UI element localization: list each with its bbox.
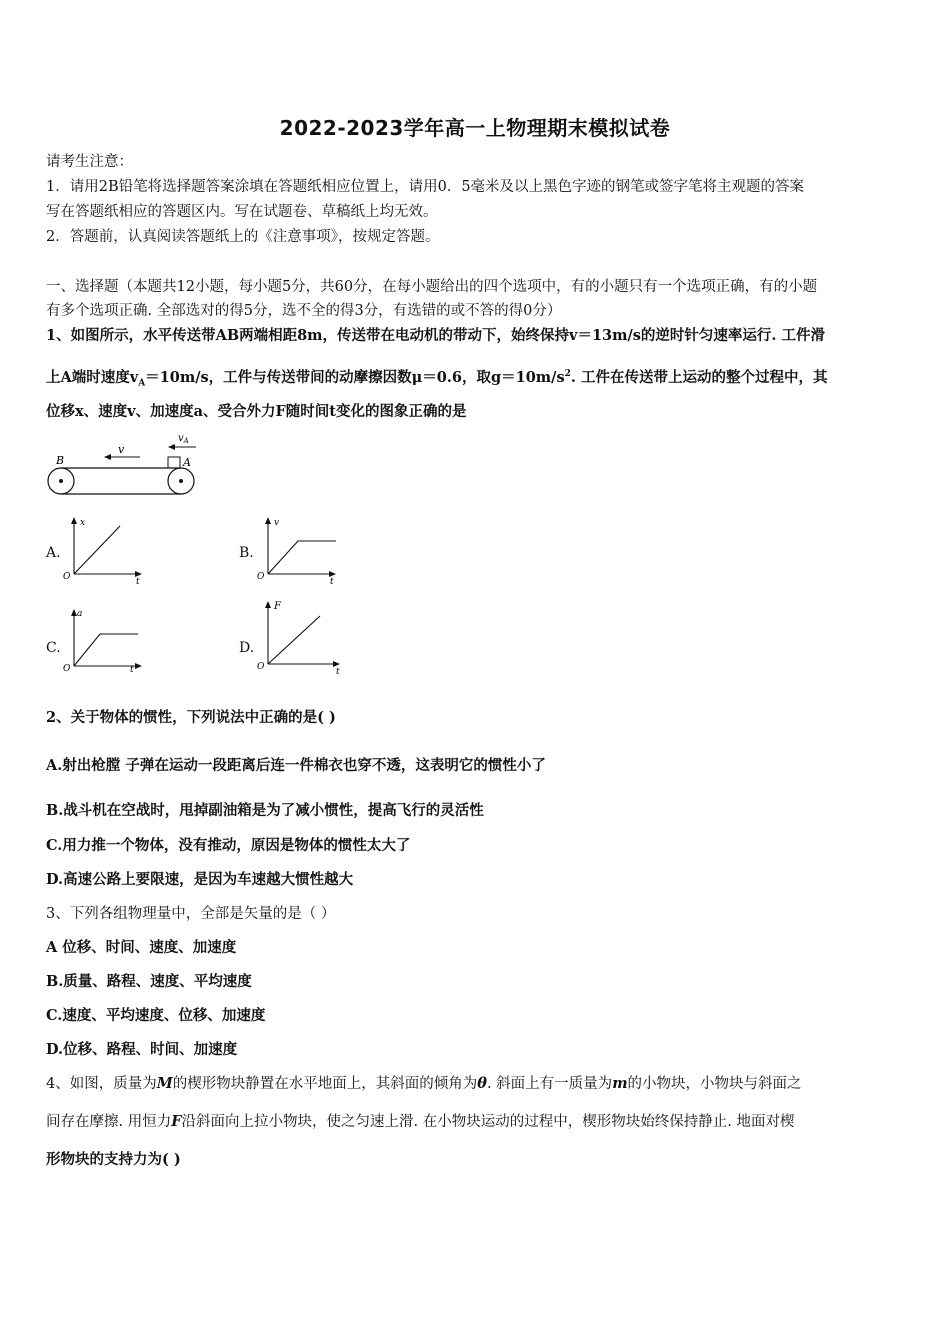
q1-line-2 (46, 364, 906, 394)
q1-option-d-label[interactable]: D. (239, 640, 255, 656)
q4-line-2-part-a: 间存在摩擦. 用恒力 (46, 1114, 172, 1130)
q2-stem: 2、关于物体的惯性，下列说法中正确的是( ) (46, 709, 336, 726)
section-heading-line-2: 有多个选项正确. 全部选对的得5分，选不全的得3分，有选错的或不答的得0分） (46, 303, 562, 319)
origin-label: O (63, 572, 71, 582)
q4-line-1-part-a: 4、如图，质量为 (46, 1076, 157, 1092)
q2-option-b[interactable]: B.战斗机在空战时，甩掉副油箱是为了减小惯性，提高飞行的灵活性 (46, 802, 484, 819)
q4-force-f: F (171, 1113, 182, 1130)
q1-option-a-graph[interactable] (62, 512, 146, 588)
q4-line-2-part-b: 沿斜面向上拉小物块，使之匀速上滑. 在小物块运动的过程中，楔形物块始终保持静止. 地面对楔 (181, 1114, 795, 1130)
q3-option-b[interactable]: B.质量、路程、速度、平均速度 (46, 973, 252, 990)
q3-option-c[interactable]: C.速度、平均速度、位移、加速度 (46, 1007, 266, 1024)
page-title: 2022-2023学年高一上物理期末模拟试卷 (279, 116, 671, 140)
notice-line-2: 写在答题纸相应的答题区内。写在试题卷、草稿纸上均无效。 (46, 204, 438, 220)
a-t-graph-line (74, 634, 138, 666)
y-axis-label: x (80, 518, 86, 528)
q3-stem: 3、下列各组物理量中，全部是矢量的是（ ） (46, 906, 336, 922)
q1-line-2-part-a: 上A端时速度v (46, 368, 139, 386)
v-t-graph-line (268, 541, 336, 574)
notice-heading: 请考生注意： (46, 154, 133, 170)
q4-line-1 (46, 1074, 906, 1094)
end-a-label: A (183, 456, 191, 469)
q1-option-b-label[interactable]: B. (239, 545, 254, 561)
q4-line-1-part-c: . 斜面上有一质量为 (486, 1076, 613, 1092)
q4-angle-theta: θ (477, 1075, 487, 1092)
x-axis-label: t (136, 577, 140, 587)
notice-line-1: 1．请用2B铅笔将选择题答案涂填在答题纸相应位置上，请用0．5毫米及以上黑色字迹的钢笔或签字笔将主观题的答案 (46, 179, 805, 195)
belt-velocity-label: v (118, 443, 125, 456)
q1-line-3: 位移x、速度v、加速度a、受合外力F随时间t变化的图象正确的是 (46, 403, 467, 420)
arrow-left-icon (104, 454, 111, 460)
origin-label: O (257, 572, 265, 582)
x-axis-label: t (330, 577, 334, 587)
q2-option-d[interactable]: D.高速公路上要限速，是因为车速越大惯性越大 (46, 871, 354, 888)
q3-option-d[interactable]: D.位移、路程、时间、加速度 (46, 1041, 238, 1058)
q1-option-c-label[interactable]: C. (46, 640, 61, 656)
q4-line-1-part-b: 的楔形物块静置在水平地面上，其斜面的倾角为 (172, 1076, 478, 1092)
x-t-graph-line (74, 526, 120, 574)
q1-line-2-part-c: . 工件在传送带上运动的整个过程中，其 (570, 368, 828, 386)
origin-label: O (63, 664, 71, 674)
q1-option-d-graph[interactable] (256, 596, 346, 680)
q4-mass-m1: M (156, 1075, 173, 1092)
end-b-label: B (56, 454, 65, 467)
q4-line-2 (46, 1112, 906, 1132)
q1-option-b-graph[interactable] (256, 512, 340, 588)
f-t-graph-line (268, 616, 320, 664)
workpiece-block (168, 457, 180, 468)
y-axis-label: v (274, 518, 280, 528)
q1-option-a-label[interactable]: A. (46, 545, 61, 561)
x-axis-label: t (130, 665, 134, 675)
q1-line-1: 1、如图所示，水平传送带AB两端相距8m，传送带在电动机的带动下，始终保持v＝13m/s的逆时针匀速率运行. 工件滑 (46, 327, 826, 344)
workpiece-velocity-label: $v_A$ (178, 433, 189, 445)
q1-line-2-part-b: ＝10m/s，工件与传送带间的动摩擦因数μ＝0.6，取g＝10m/s (145, 368, 565, 386)
q4-line-1-part-d: 的小物块，小物块与斜面之 (627, 1076, 802, 1092)
q1-option-c-graph[interactable] (62, 604, 146, 680)
x-axis-label: t (336, 667, 340, 677)
conveyor-belt-figure (44, 428, 204, 500)
arrow-left-icon (168, 444, 175, 450)
q3-option-a[interactable]: A 位移、时间、速度、加速度 (46, 939, 237, 956)
section-heading-line-1: 一、选择题（本题共12小题，每小题5分，共60分，在每小题给出的四个选项中，有的小题只有一个选项正确，有的小题 (46, 279, 818, 295)
y-axis-label: F (274, 601, 281, 612)
q2-option-c[interactable]: C.用力推一个物体，没有推动，原因是物体的惯性太大了 (46, 837, 411, 854)
origin-label: O (257, 662, 265, 672)
q2-option-a[interactable]: A.射出枪膛 子弹在运动一段距离后连一件棉衣也穿不透，这表明它的惯性小了 (46, 757, 546, 774)
y-axis-label: a (77, 609, 83, 619)
q4-line-3: 形物块的支持力为( ) (46, 1151, 181, 1168)
q1-line-2-sub: A (138, 378, 146, 389)
notice-line-3: 2．答题前，认真阅读答题纸上的《注意事项》，按规定答题。 (46, 229, 440, 245)
q4-mass-m2: m (612, 1075, 628, 1092)
q1-line-2-sup: 2 (564, 369, 571, 379)
